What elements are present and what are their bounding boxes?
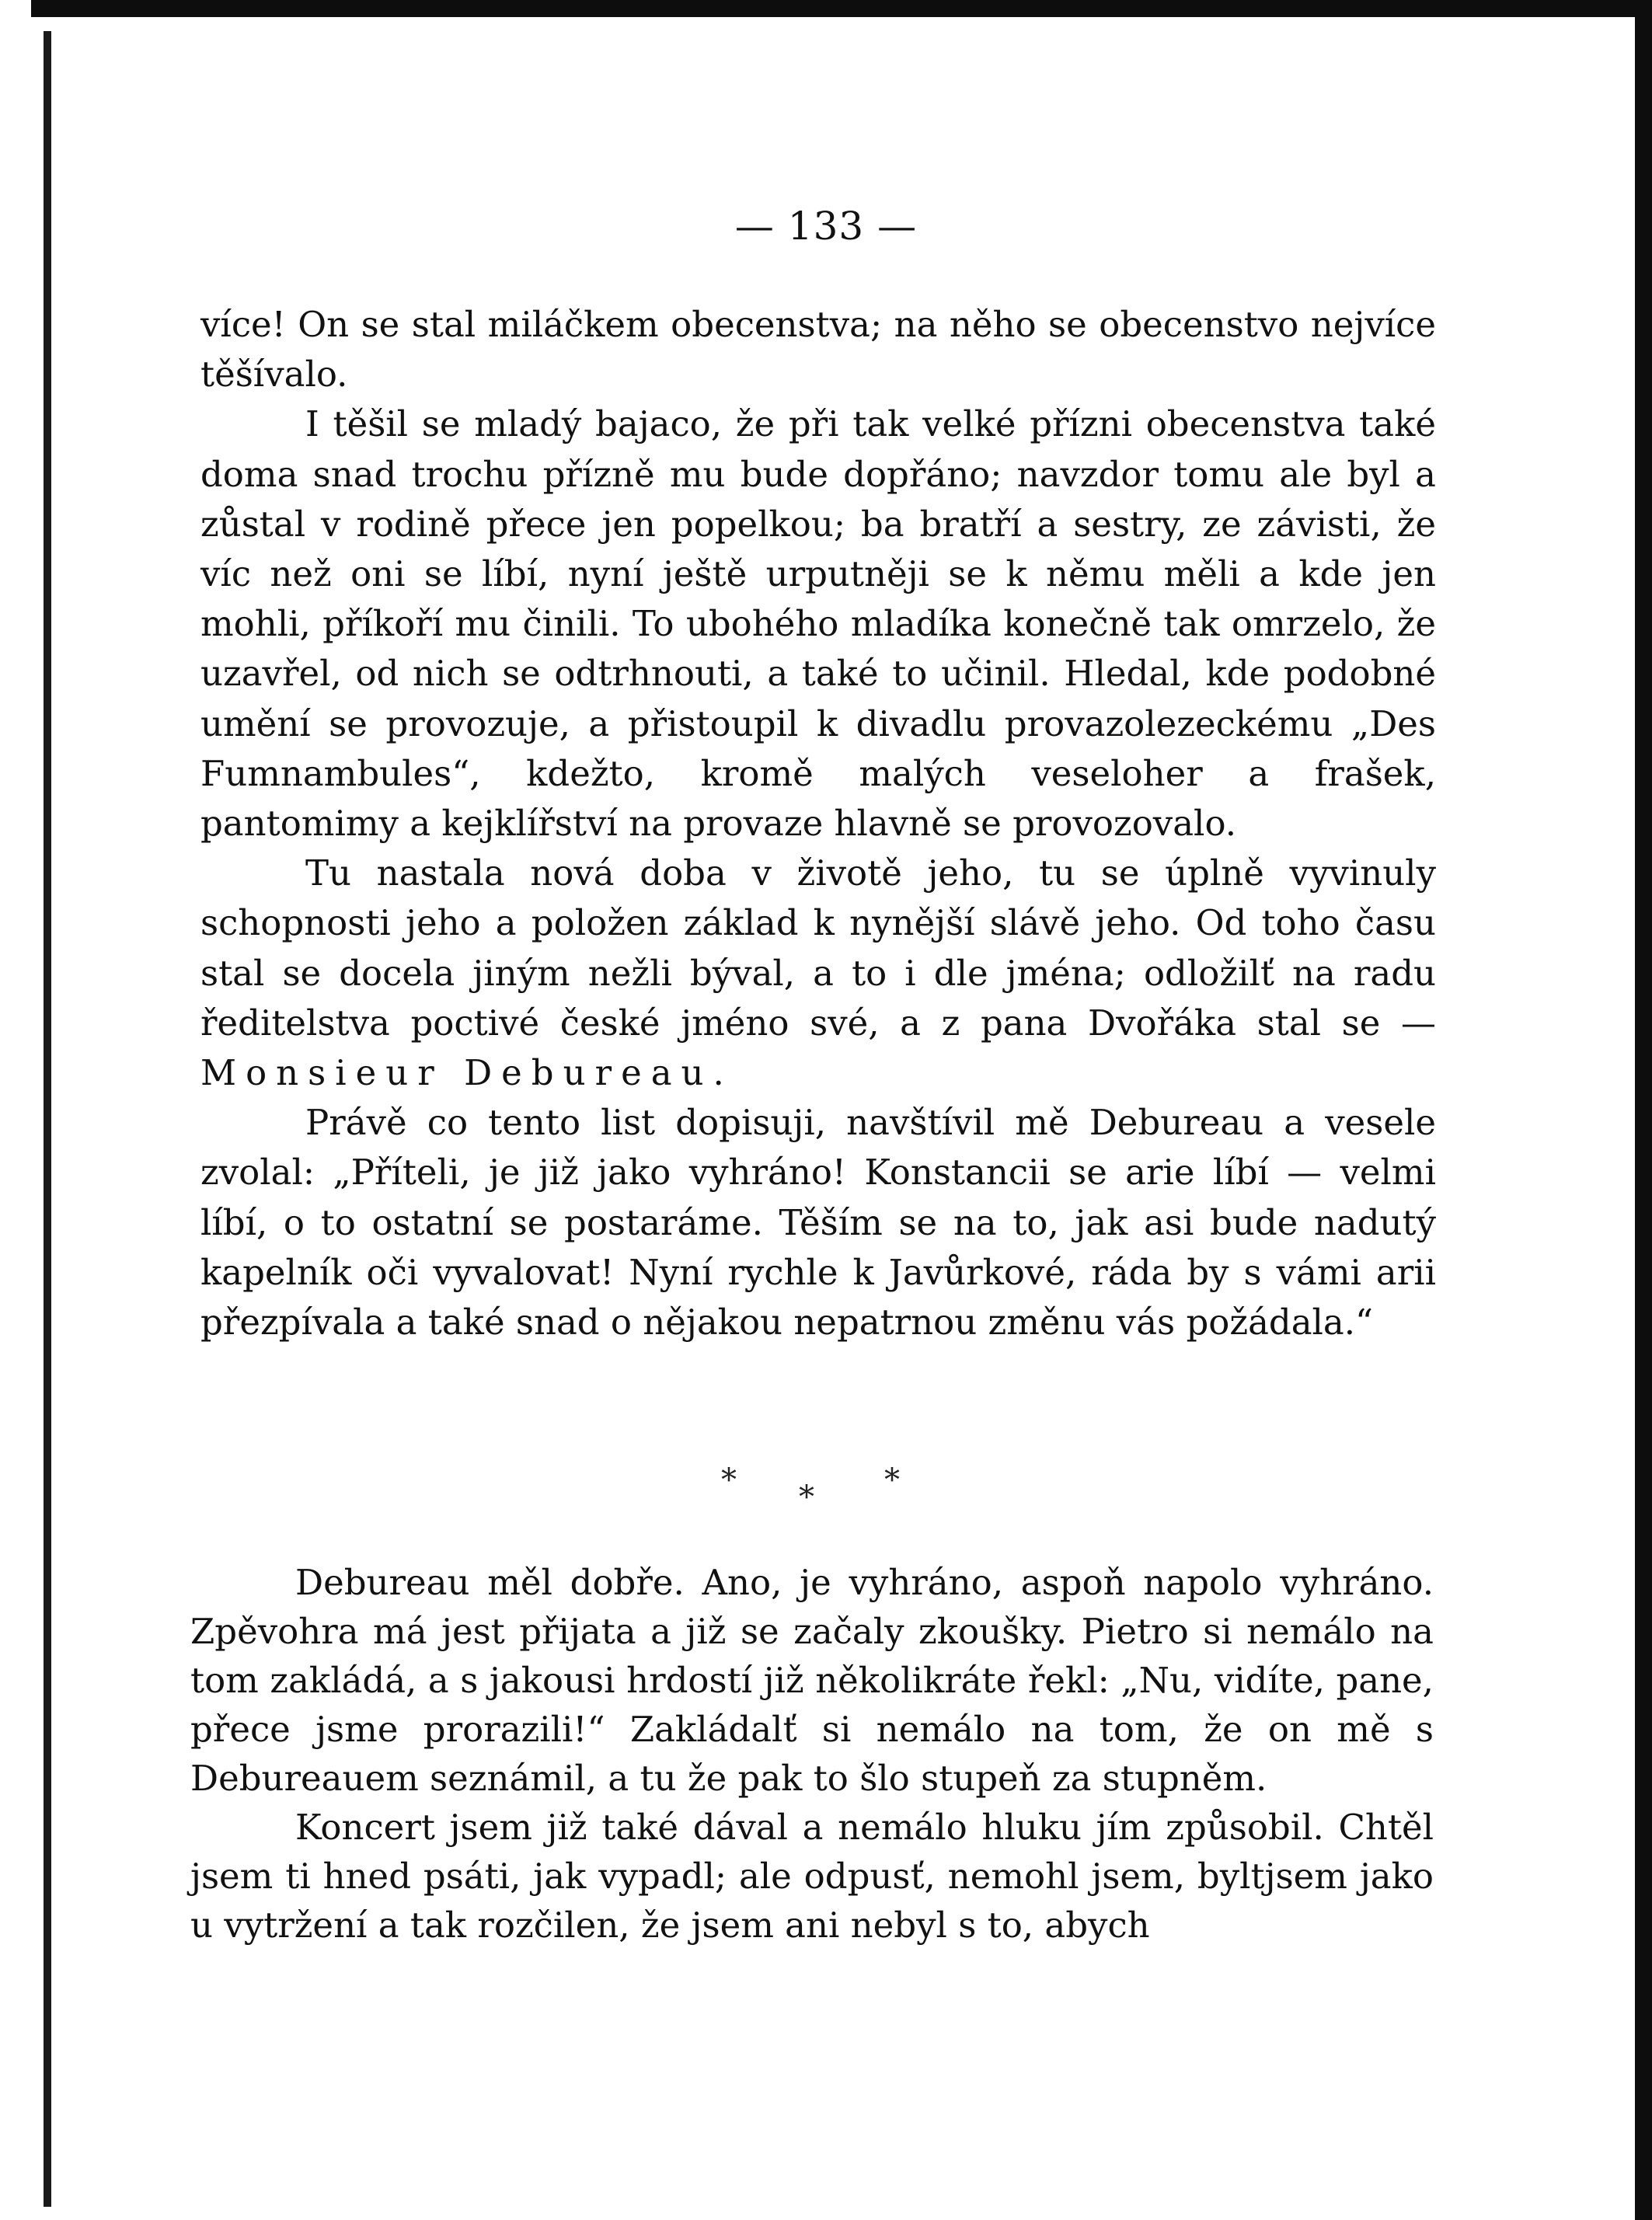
paragraph-text: Tu nastala nová doba v životě jeho, tu se úplně vyvinuly schopnosti jeho a položen základ k nynější slávě jeho. Od toho času stal se docela jiným nežli býval, a to i dle jména; odložilť na radu ředitelstva poctivé české jméno své, a z pana Dvořáka stal se — [200, 852, 1436, 1044]
paragraph: více! On se stal miláčkem obecenstva; na něho se obecenstvo nejvíce těšívalo. [200, 304, 1436, 396]
text-block-upper [200, 300, 1436, 1347]
paragraph: Koncert jsem již také dával a nemálo hluku jím způsobil. Chtěl jsem ti hned psáti, jak vypadl; ale odpusť, nemohl jsem, byltjsem jako u vytržení a tak rozčilen, že jsem ani nebyl s to, abych [190, 1807, 1434, 1946]
paragraph [200, 849, 1436, 1098]
page-number: — 133 — [734, 204, 918, 249]
scan-edge-top [31, 0, 1652, 17]
scan-edge-left [44, 31, 51, 2207]
scan-edge-right [1635, 0, 1652, 2220]
paragraph: I těšil se mladý bajaco, že při tak velké přízni obecenstva také doma snad trochu přízně mu bude dopřáno; navzdor tomu ale byl a zůstal v rodině přece jen popelkou; ba bratří a sestry, ze závisti, že víc než oni se líbí, nyní ještě urputněji se k němu měli a kde jen mohli, příkoří mu činili. To ubohého mladíka konečně tak omrzelo, že uzavřel, od nich se odtrhnouti, a také to učinil. Hledal, kde podobné umění se provozuje, a přistoupil k divadlu provazolezeckému „Des Fumnambules“, kdežto, kromě malých veseloher a frašek, pantomimy a kejklířství na provaze hlavně se provozovalo. [200, 403, 1436, 845]
paragraph: Debureau měl dobře. Ano, je vyhráno, aspoň napolo vyhráno. Zpěvohra má jest přijata a již se začaly zkoušky. Pietro si nemálo na tom zakládá, a s jakousi hrdostí již několikráte řekl: „Nu, vidíte, pane, přece jsme prorazili!“ Zakládalť si nemálo na tom, že on mě s Debureauem seznámil, a tu že pak to šlo stupeň za stupněm. [190, 1562, 1434, 1799]
asterism-divider [0, 1462, 1652, 1525]
asterisk: * [721, 1462, 737, 1498]
spaced-name: Monsieur Debureau. [200, 1052, 734, 1094]
paragraph: Právě co tento list dopisuji, navštívil mě Debureau a vesele zvolal: „Příteli, je již jako vyhráno! Konstancii se arie líbí — velmi líbí, o to ostatní se postaráme. Těším se na to, jak asi bude nadutý kapelník oči vyvalovat! Nyní rychle k Javůrkové, ráda by s vámi arii přezpívala a také snad o nějakou nepatrnou změnu vás požádala.“ [200, 1102, 1436, 1344]
text-block-lower [190, 1558, 1434, 1950]
asterisk: * [884, 1462, 900, 1498]
asterisk: * [799, 1479, 814, 1515]
